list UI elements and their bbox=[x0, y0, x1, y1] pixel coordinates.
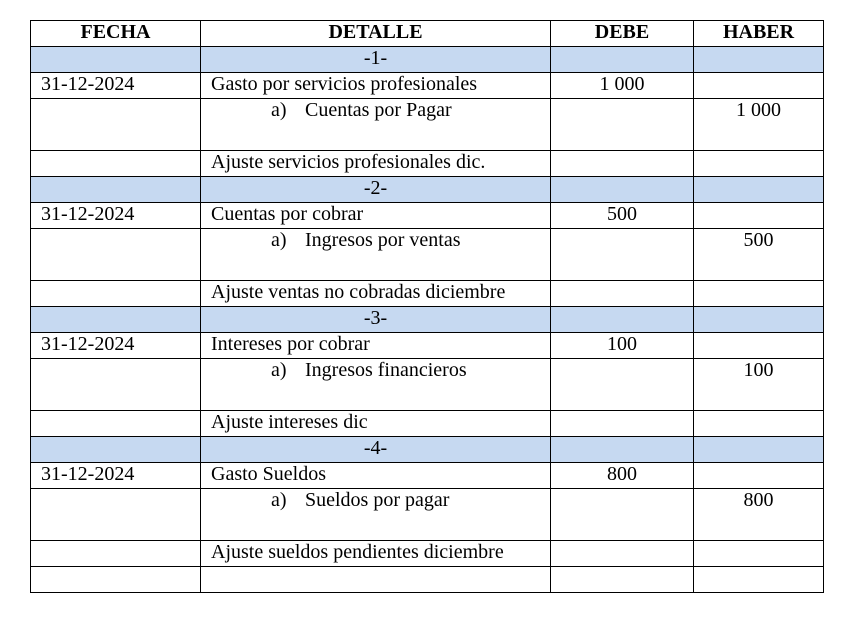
debit-haber-cell bbox=[694, 73, 824, 99]
entry-number: -3- bbox=[201, 307, 551, 333]
credit-row bbox=[31, 359, 824, 411]
header-detalle: DETALLE bbox=[201, 21, 551, 47]
credit-fecha-cell bbox=[31, 489, 201, 541]
header-haber: HABER bbox=[694, 21, 824, 47]
credit-letter: a) bbox=[271, 229, 287, 251]
entry-number-fecha-cell bbox=[31, 47, 201, 73]
entry-number-haber-cell bbox=[694, 47, 824, 73]
empty-cell bbox=[201, 567, 551, 593]
credit-row bbox=[31, 229, 824, 281]
credit-fecha-cell bbox=[31, 359, 201, 411]
note-row bbox=[31, 151, 824, 177]
entry-date: 31-12-2024 bbox=[31, 73, 201, 99]
note-fecha-cell bbox=[31, 151, 201, 177]
note-debe-cell bbox=[551, 541, 694, 567]
entry-number-haber-cell bbox=[694, 177, 824, 203]
credit-debe-cell bbox=[551, 229, 694, 281]
entry-date: 31-12-2024 bbox=[31, 203, 201, 229]
note-fecha-cell bbox=[31, 281, 201, 307]
entry-number-fecha-cell bbox=[31, 177, 201, 203]
note-haber-cell bbox=[694, 151, 824, 177]
entry-number: -2- bbox=[201, 177, 551, 203]
note-haber-cell bbox=[694, 541, 824, 567]
note-fecha-cell bbox=[31, 411, 201, 437]
note-haber-cell bbox=[694, 411, 824, 437]
entry-number: -1- bbox=[201, 47, 551, 73]
debit-row bbox=[31, 73, 824, 99]
credit-letter: a) bbox=[271, 99, 287, 121]
entry-note: Ajuste sueldos pendientes diciembre bbox=[201, 541, 551, 567]
entry-note: Ajuste servicios profesionales dic. bbox=[201, 151, 551, 177]
debit-amount: 800 bbox=[551, 463, 694, 489]
entry-number-haber-cell bbox=[694, 307, 824, 333]
credit-account: Ingresos financieros bbox=[305, 359, 467, 381]
credit-letter: a) bbox=[271, 489, 287, 511]
note-debe-cell bbox=[551, 151, 694, 177]
credit-detail bbox=[201, 359, 551, 411]
entry-note: Ajuste ventas no cobradas diciembre bbox=[201, 281, 551, 307]
empty-cell bbox=[551, 567, 694, 593]
credit-account: Sueldos por pagar bbox=[305, 489, 450, 511]
entry-number-fecha-cell bbox=[31, 437, 201, 463]
header-row bbox=[31, 21, 824, 47]
debit-amount: 1 000 bbox=[551, 73, 694, 99]
debit-account: Cuentas por cobrar bbox=[201, 203, 551, 229]
note-row bbox=[31, 541, 824, 567]
debit-account: Gasto por servicios profesionales bbox=[201, 73, 551, 99]
entry-note: Ajuste intereses dic bbox=[201, 411, 551, 437]
entry-date: 31-12-2024 bbox=[31, 333, 201, 359]
credit-detail bbox=[201, 99, 551, 151]
credit-fecha-cell bbox=[31, 99, 201, 151]
note-debe-cell bbox=[551, 411, 694, 437]
empty-cell bbox=[31, 567, 201, 593]
credit-amount: 800 bbox=[694, 489, 824, 541]
entry-number-row bbox=[31, 307, 824, 333]
entry-number-debe-cell bbox=[551, 177, 694, 203]
entry-number-debe-cell bbox=[551, 47, 694, 73]
debit-haber-cell bbox=[694, 203, 824, 229]
credit-letter: a) bbox=[271, 359, 287, 381]
credit-debe-cell bbox=[551, 489, 694, 541]
credit-amount: 500 bbox=[694, 229, 824, 281]
note-debe-cell bbox=[551, 281, 694, 307]
credit-detail bbox=[201, 489, 551, 541]
credit-debe-cell bbox=[551, 359, 694, 411]
debit-amount: 500 bbox=[551, 203, 694, 229]
debit-haber-cell bbox=[694, 333, 824, 359]
debit-haber-cell bbox=[694, 463, 824, 489]
credit-fecha-cell bbox=[31, 229, 201, 281]
entry-number-fecha-cell bbox=[31, 307, 201, 333]
debit-row bbox=[31, 333, 824, 359]
note-haber-cell bbox=[694, 281, 824, 307]
entry-number: -4- bbox=[201, 437, 551, 463]
header-debe: DEBE bbox=[551, 21, 694, 47]
empty-row bbox=[31, 567, 824, 593]
debit-amount: 100 bbox=[551, 333, 694, 359]
credit-account: Ingresos por ventas bbox=[305, 229, 461, 251]
debit-account: Gasto Sueldos bbox=[201, 463, 551, 489]
entry-number-debe-cell bbox=[551, 307, 694, 333]
entry-date: 31-12-2024 bbox=[31, 463, 201, 489]
entry-number-row bbox=[31, 47, 824, 73]
credit-row bbox=[31, 489, 824, 541]
credit-amount: 1 000 bbox=[694, 99, 824, 151]
debit-account: Intereses por cobrar bbox=[201, 333, 551, 359]
debit-row bbox=[31, 203, 824, 229]
credit-detail bbox=[201, 229, 551, 281]
debit-row bbox=[31, 463, 824, 489]
entry-number-row bbox=[31, 437, 824, 463]
entry-number-haber-cell bbox=[694, 437, 824, 463]
entry-number-debe-cell bbox=[551, 437, 694, 463]
credit-debe-cell bbox=[551, 99, 694, 151]
header-fecha: FECHA bbox=[31, 21, 201, 47]
credit-amount: 100 bbox=[694, 359, 824, 411]
entry-number-row bbox=[31, 177, 824, 203]
note-fecha-cell bbox=[31, 541, 201, 567]
journal-table bbox=[30, 20, 824, 593]
credit-row bbox=[31, 99, 824, 151]
empty-cell bbox=[694, 567, 824, 593]
note-row bbox=[31, 281, 824, 307]
credit-account: Cuentas por Pagar bbox=[305, 99, 452, 121]
note-row bbox=[31, 411, 824, 437]
